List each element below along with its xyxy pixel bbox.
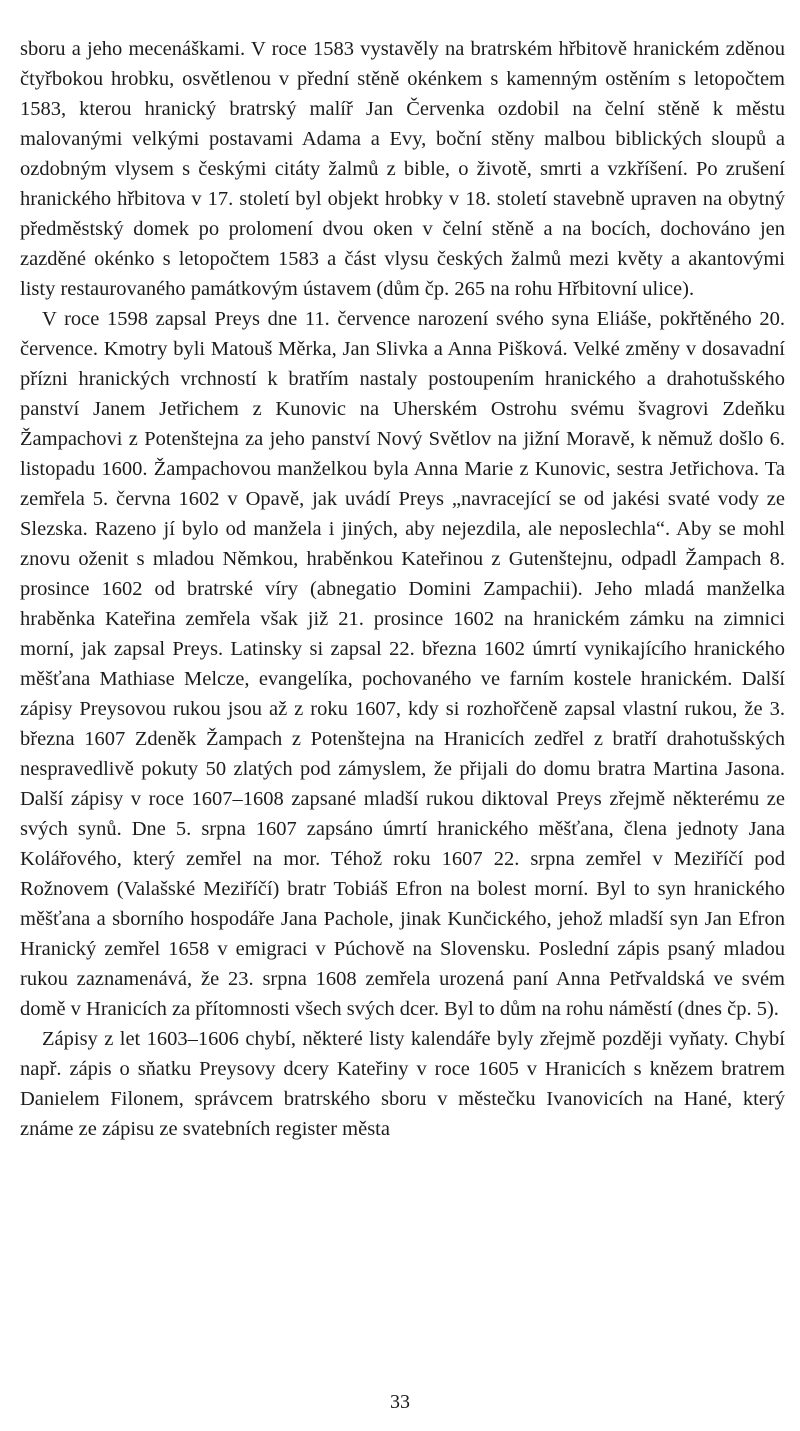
paragraph-continuation: sboru a jeho mecenáškami. V roce 1583 vystavěly na bratrském hřbitově hranickém zděnou čtyřbokou hrobku, osvětlenou v přední stěně okénkem s kamenným ostěním s letopočtem 1583, kterou hranický bratrský malíř Jan Červenka ozdobil na čelní stěně k městu malovanými velkými postavami Adama a Evy, boční stěny malbou biblických sloupů a ozdobným vlysem s českými citáty žalmů z bible, o životě, smrti a vzkříšení. Po zrušení hranického hřbitova v 17. století byl objekt hrobky v 18. století stavebně upraven na obytný předměstský domek po prolomení dvou oken v čelní stěně a na bocích, dochováno jen zazděné okénko s letopočtem 1583 a část vlysu českých žalmů mezi květy a akantovými listy restaurovaného památkovým ústavem (dům čp. 265 na rohu Hřbitovní ulice).: [20, 38, 785, 300]
paragraph-preys-records: V roce 1598 zapsal Preys dne 11. července narození svého syna Eliáše, pokřtěného 20. července. Kmotry byli Matouš Měrka, Jan Slivka a Anna Pišková. Velké změny v dosavadní přízni hranických vrchností k bratřím nastaly postoupením hranického a drahotušského panství Janem Jetřichem z Kunovic na Uherském Ostrohu svému švagrovi Zdeňku Žampachovi z Potenštejna za jeho panství Nový Světlov na jižní Moravě, k němuž došlo 6. listopadu 1600. Žampachovou manželkou byla Anna Marie z Kunovic, sestra Jetřichova. Ta zemřela 5. června 1602 v Opavě, jak uvádí Preys „navracející se od jakési svaté vody ze Slezska. Razeno jí bylo od manžela i jiných, aby nejezdila, ale neposlechla“. Aby se mohl znovu oženit s mladou Němkou, hraběnkou Kateřinou z Gutenštejnu, odpadl Žampach 8. prosince 1602 od bratrské víry (abnegatio Domini Zampachii). Jeho mladá manželka hraběnka Kateřina zemřela však již 21. prosince 1602 na hranickém zámku na zimnici morní, jak zapsal Preys. Latinsky si zapsal 22. března 1602 úmrtí vynikajícího hranického měšťana Mathiase Melcze, evangelíka, pochovaného ve farním kostele hranickém. Další zápisy Preysovou rukou jsou až z roku 1607, kdy si rozhořčeně zapsal vlastní rukou, že 3. března 1607 Zdeněk Žampach z Potenštejna na Hranicích zedřel z bratří drahotušských nespravedlivě pokuty 50 zlatých pod zámyslem, že přijali do domu bratra Martina Jasona. Další zápisy v roce 1607–1608 zapsané mladší rukou diktoval Preys zřejmě některému ze svých synů. Dne 5. srpna 1607 zapsáno úmrtí hranického měšťana, člena jednoty Jana Kolářového, který zemřel na mor. Téhož roku 1607 22. srpna zemřel v Meziříčí pod Rožnovem (Valašské Meziříčí) bratr Tobiáš Efron na bolest morní. Byl to syn hranického měšťana a sborního hospodáře Jana Pachole, jinak Kunčického, jehož mladší syn Jan Efron Hranický zemřel 1658 v emigraci v Púchově na Slovensku. Poslední zápis psaný mladou rukou zaznamenává, že 23. srpna 1608 zemřela urozená paní Anna Petřvaldská ve svém domě v Hranicích za přítomnosti všech svých dcer. Byl to dům na rohu náměstí (dnes čp. 5).: [20, 308, 785, 1020]
page-number: 33: [390, 1391, 410, 1413]
page-body: [20, 34, 785, 1144]
paragraph-missing-records: Zápisy z let 1603–1606 chybí, některé listy kalendáře byly zřejmě později vyňaty. Chybí např. zápis o sňatku Preysovy dcery Kateřiny v roce 1605 v Hranicích s knězem bratrem Danielem Filonem, správcem bratrského sboru v městečku Ivanovicích na Hané, který známe ze zápisu ze svatebních register města: [20, 1028, 785, 1140]
